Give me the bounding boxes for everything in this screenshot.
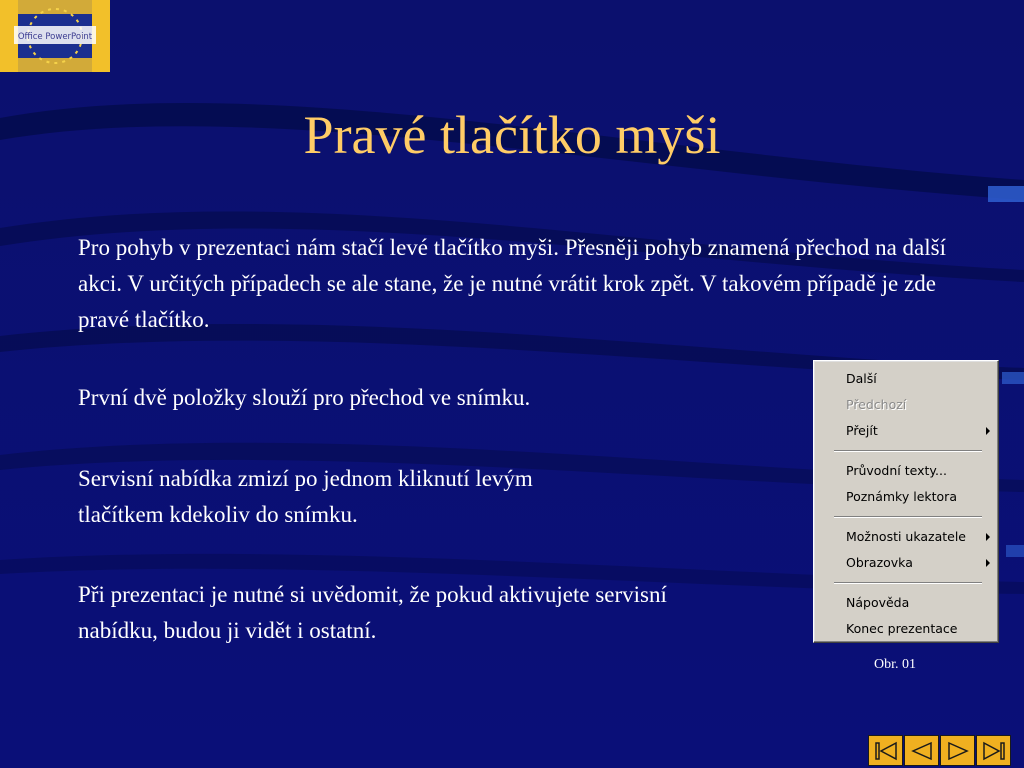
next-slide-button[interactable] (940, 735, 975, 766)
last-slide-button[interactable] (976, 735, 1011, 766)
menu-item-label: Přejít (846, 423, 878, 438)
menu-item-next[interactable] (814, 366, 998, 392)
submenu-arrow-icon (986, 559, 990, 567)
menu-item-label: Předchozí (846, 397, 907, 412)
slide-navigation (868, 735, 1012, 766)
menu-item-label: Nápověda (846, 595, 910, 610)
menu-item-label: Poznámky lektora (846, 489, 957, 504)
office-powerpoint-logo (0, 0, 110, 72)
menu-item-pointer-options[interactable] (814, 524, 998, 550)
menu-item-label: Další (846, 371, 877, 386)
menu-item-label: Konec prezentace (846, 621, 958, 636)
first-slide-button[interactable] (868, 735, 903, 766)
menu-separator (834, 582, 982, 584)
submenu-arrow-icon (986, 533, 990, 541)
previous-icon (909, 740, 935, 762)
svg-text:Office PowerPoint: Office PowerPoint (17, 32, 93, 42)
paragraph-intro: Pro pohyb v prezentaci nám stačí levé tlačítko myši. Přesněji pohyb znamená přechod na další akci. V určitých případech se ale stane, že je nutné vrátit krok zpět. V takovém případě je zde pravé tlačítko. (78, 235, 946, 332)
menu-item-previous[interactable] (814, 392, 998, 418)
menu-item-lecturer-notes[interactable] (814, 484, 998, 510)
menu-item-help[interactable] (814, 590, 998, 616)
menu-item-screen[interactable] (814, 550, 998, 576)
menu-item-label: Průvodní texty... (846, 463, 947, 478)
previous-slide-button[interactable] (904, 735, 939, 766)
menu-item-speaker-notes[interactable] (814, 458, 998, 484)
menu-item-label: Možnosti ukazatele (846, 529, 967, 544)
last-icon (981, 740, 1007, 762)
figure-caption: Obr. 01 (874, 657, 916, 672)
menu-item-go-to[interactable] (814, 418, 998, 444)
context-menu (813, 360, 999, 643)
first-icon (873, 740, 899, 762)
menu-separator (834, 450, 982, 452)
slide-title: Pravé tlačítko myši (303, 105, 721, 165)
menu-item-label: Obrazovka (846, 555, 913, 570)
paragraph-first-items: První dvě položky slouží pro přechod ve snímku. (78, 385, 531, 410)
submenu-arrow-icon (986, 427, 990, 435)
menu-separator (834, 516, 982, 518)
next-icon (945, 740, 971, 762)
menu-item-end-show[interactable] (814, 616, 998, 642)
paragraph-menu-dismiss: Servisní nabídka zmizí po jednom kliknutí levým tlačítkem kdekoliv do snímku. (78, 466, 533, 527)
paragraph-visibility-note: Při prezentaci je nutné si uvědomit, že pokud aktivujete servisní nabídku, budou ji vidět i ostatní. (78, 582, 667, 643)
